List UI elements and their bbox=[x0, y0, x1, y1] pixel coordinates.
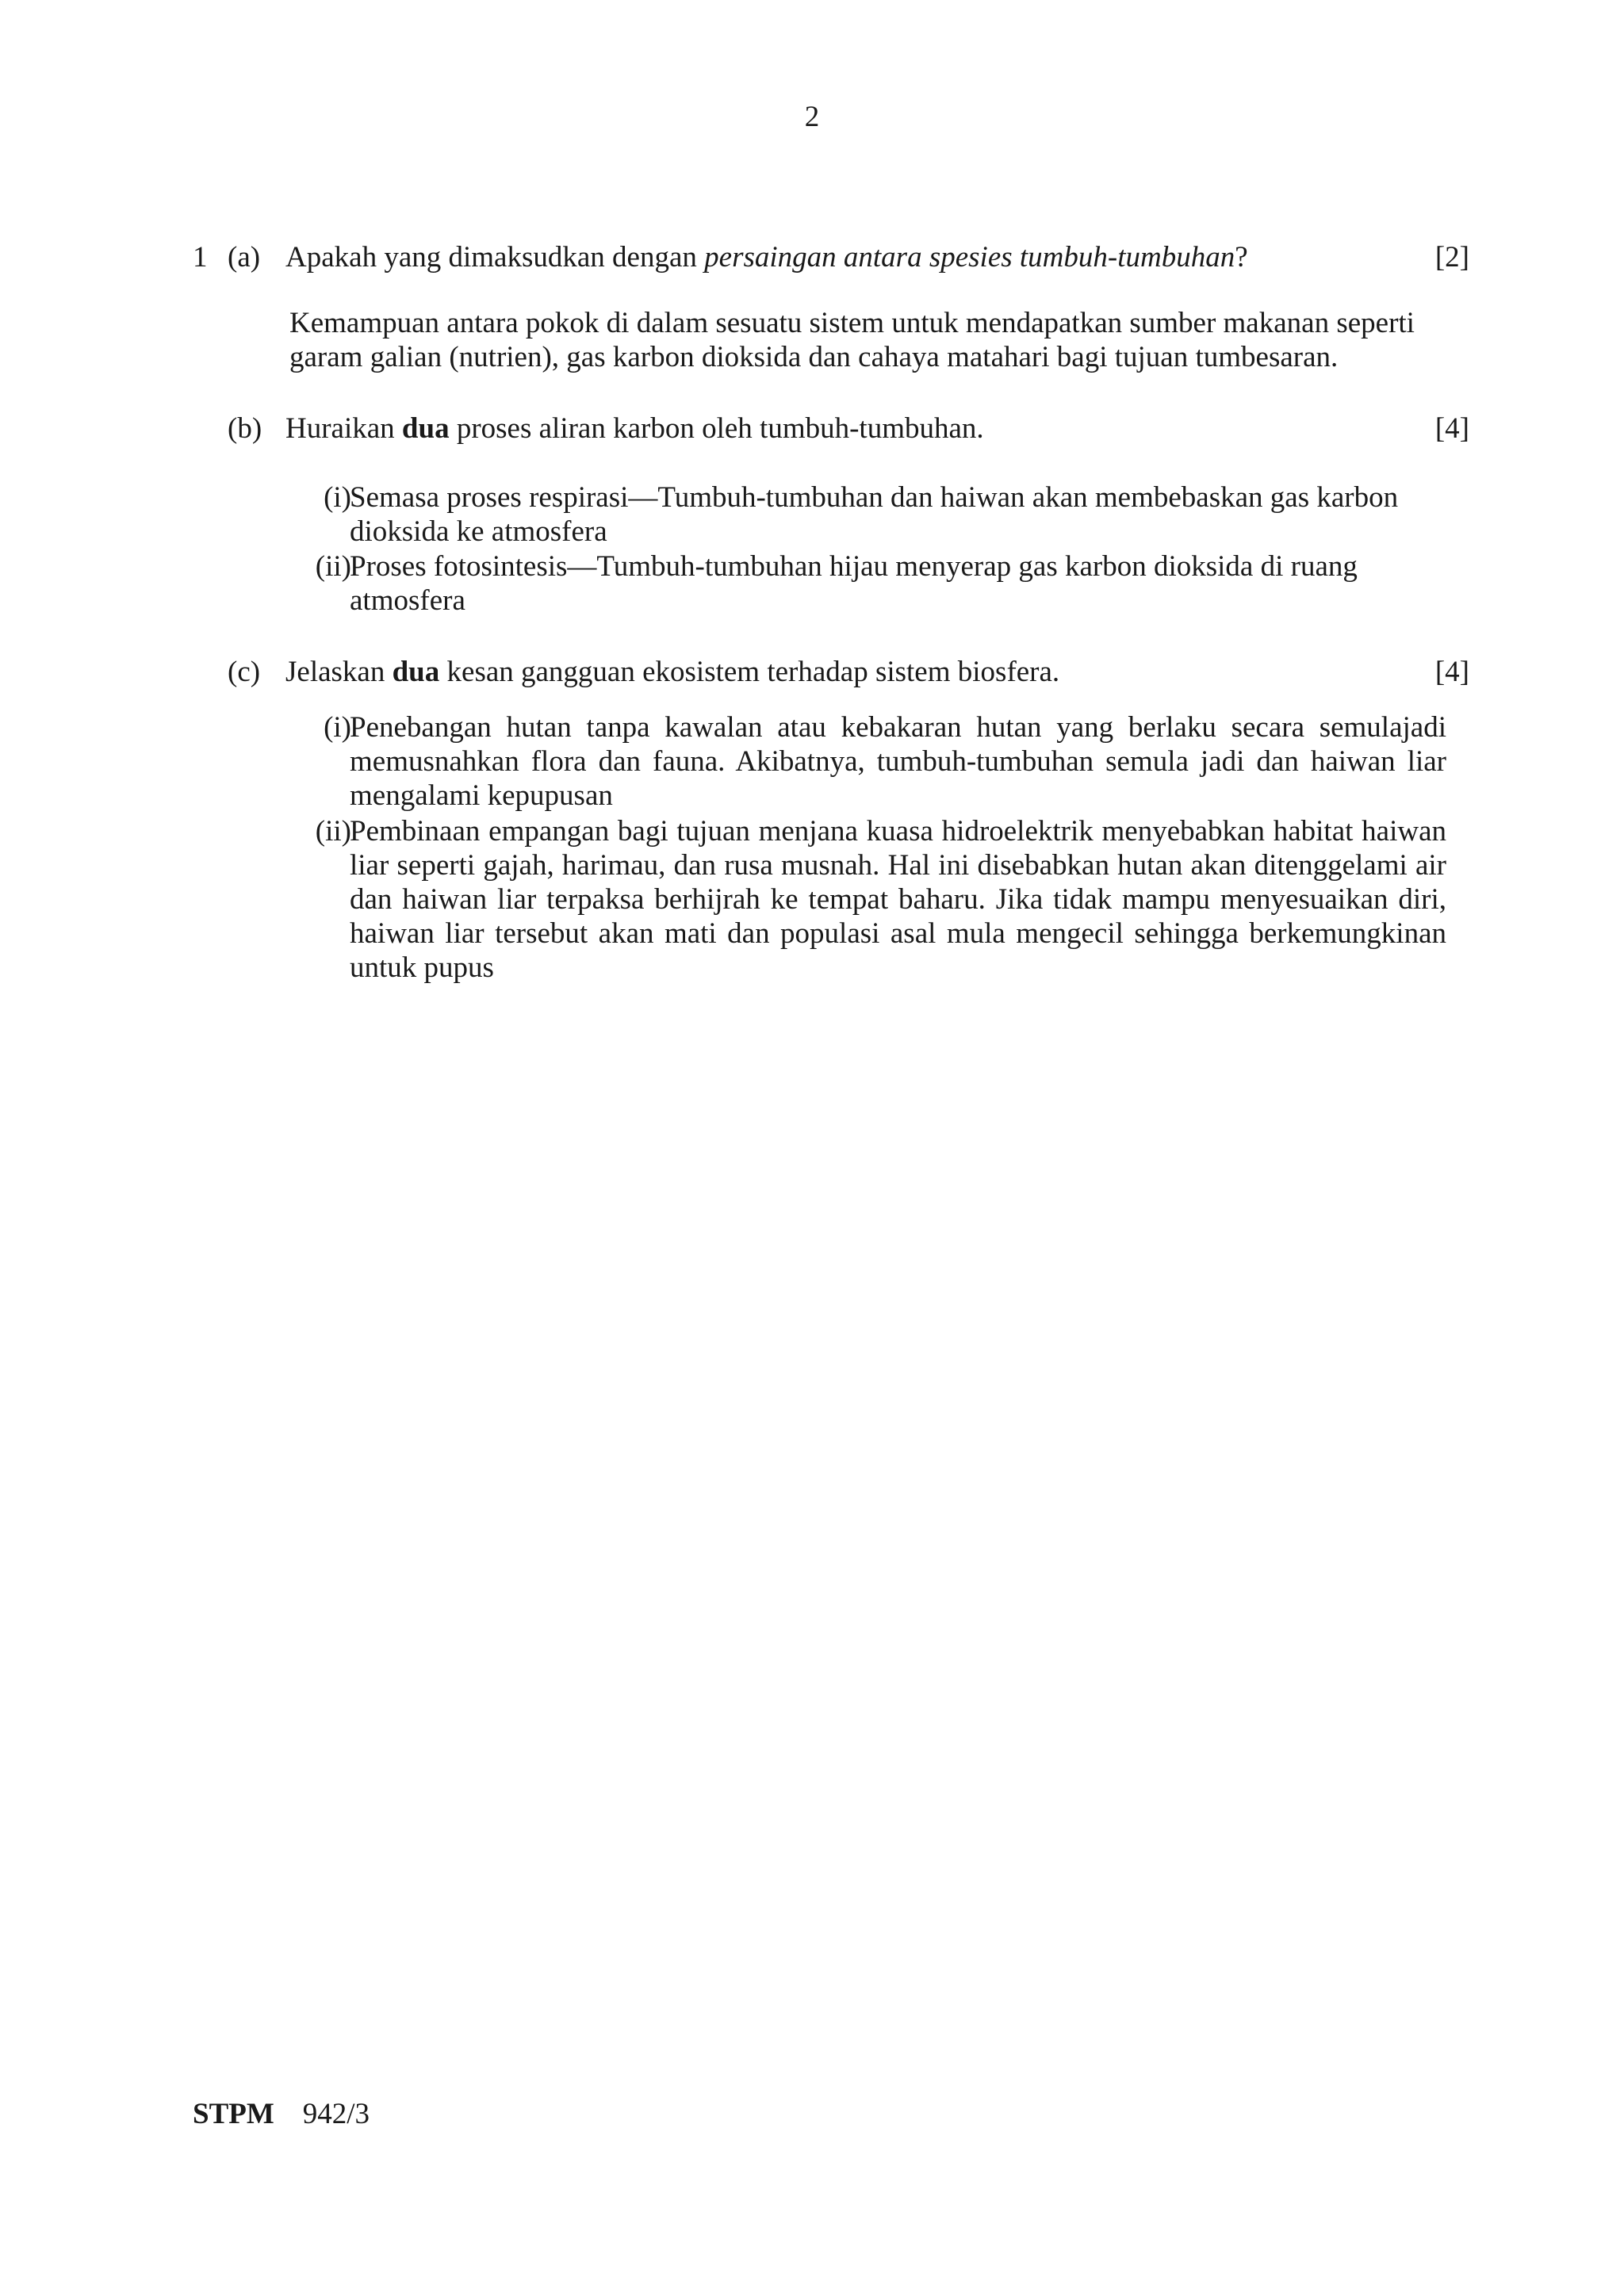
page-number: 2 bbox=[804, 101, 820, 133]
footer bbox=[193, 2097, 370, 2131]
part-b-question-lead: Huraikan bbox=[285, 412, 402, 445]
part-c-question-end: kesan gangguan ekosistem terhadap sistem biosfera. bbox=[439, 656, 1060, 688]
part-a-question bbox=[285, 240, 1248, 275]
part-c-answer-1 bbox=[296, 710, 1446, 813]
footer-code: 942/3 bbox=[302, 2098, 370, 2130]
answer-text: Proses fotosintesis—Tumbuh-tumbuhan hijau menyerap gas karbon dioksida di ruang atmosfera bbox=[350, 550, 1358, 617]
part-b-label: (b) bbox=[228, 412, 262, 445]
part-b-question-keyword: dua bbox=[401, 412, 450, 445]
part-c-label: (c) bbox=[228, 656, 261, 688]
answer-text: Pembinaan empangan bagi tujuan menjana kuasa hidroelektrik menyebabkan habitat haiwan liar seperti gajah, harimau, dan rusa musnah. Hal ini disebabkan hutan akan ditenggelami air dan haiwan liar terpaksa berhijrah ke tempat baharu. Jika tidak mampu menyesuaikan diri, haiwan liar tersebut akan mati dan populasi asal mula mengecil sehingga berkemungkinan untuk pupus bbox=[350, 815, 1446, 984]
part-b-question bbox=[285, 411, 984, 446]
question-number: 1 bbox=[193, 241, 208, 274]
part-c-question-lead: Jelaskan bbox=[285, 656, 393, 688]
part-c-marks: [4] bbox=[1434, 656, 1469, 688]
part-b-question-end: proses aliran karbon oleh tumbuh-tumbuhan. bbox=[449, 412, 984, 445]
answer-text: Penebangan hutan tanpa kawalan atau kebakaran hutan yang berlaku secara semulajadi memusnahkan flora dan fauna. Akibatnya, tumbuh-tumbuhan semula jadi dan haiwan liar mengalami kepupusan bbox=[350, 711, 1446, 812]
answer-numeral: (i) bbox=[324, 481, 351, 514]
part-c-question-keyword: dua bbox=[392, 656, 440, 688]
part-a-question-lead: Apakah yang dimaksudkan dengan bbox=[285, 241, 705, 274]
answer-numeral: (ii) bbox=[315, 550, 351, 583]
part-c-answer-2 bbox=[296, 814, 1446, 985]
part-a-question-term: persaingan antara spesies tumbuh-tumbuhan bbox=[704, 241, 1235, 274]
part-c-question bbox=[285, 655, 1059, 690]
part-b-answer-2 bbox=[296, 549, 1446, 618]
part-b-marks: [4] bbox=[1434, 412, 1469, 445]
answer-numeral: (i) bbox=[324, 711, 351, 744]
part-a-question-end: ? bbox=[1235, 241, 1248, 274]
part-a-answer: Kemampuan antara pokok di dalam sesuatu sistem untuk mendapatkan sumber makanan seperti garam galian (nutrien), gas karbon dioksida dan cahaya matahari bagi tujuan tumbesaran. bbox=[289, 307, 1415, 373]
part-a-marks: [2] bbox=[1434, 241, 1469, 274]
part-a-label: (a) bbox=[228, 241, 261, 274]
answer-numeral: (ii) bbox=[315, 815, 351, 848]
footer-exam: STPM bbox=[193, 2098, 274, 2130]
answer-text: Semasa proses respirasi—Tumbuh-tumbuhan dan haiwan akan membebaskan gas karbon dioksida ke atmosfera bbox=[350, 481, 1399, 548]
part-b-answer-1 bbox=[296, 480, 1446, 549]
